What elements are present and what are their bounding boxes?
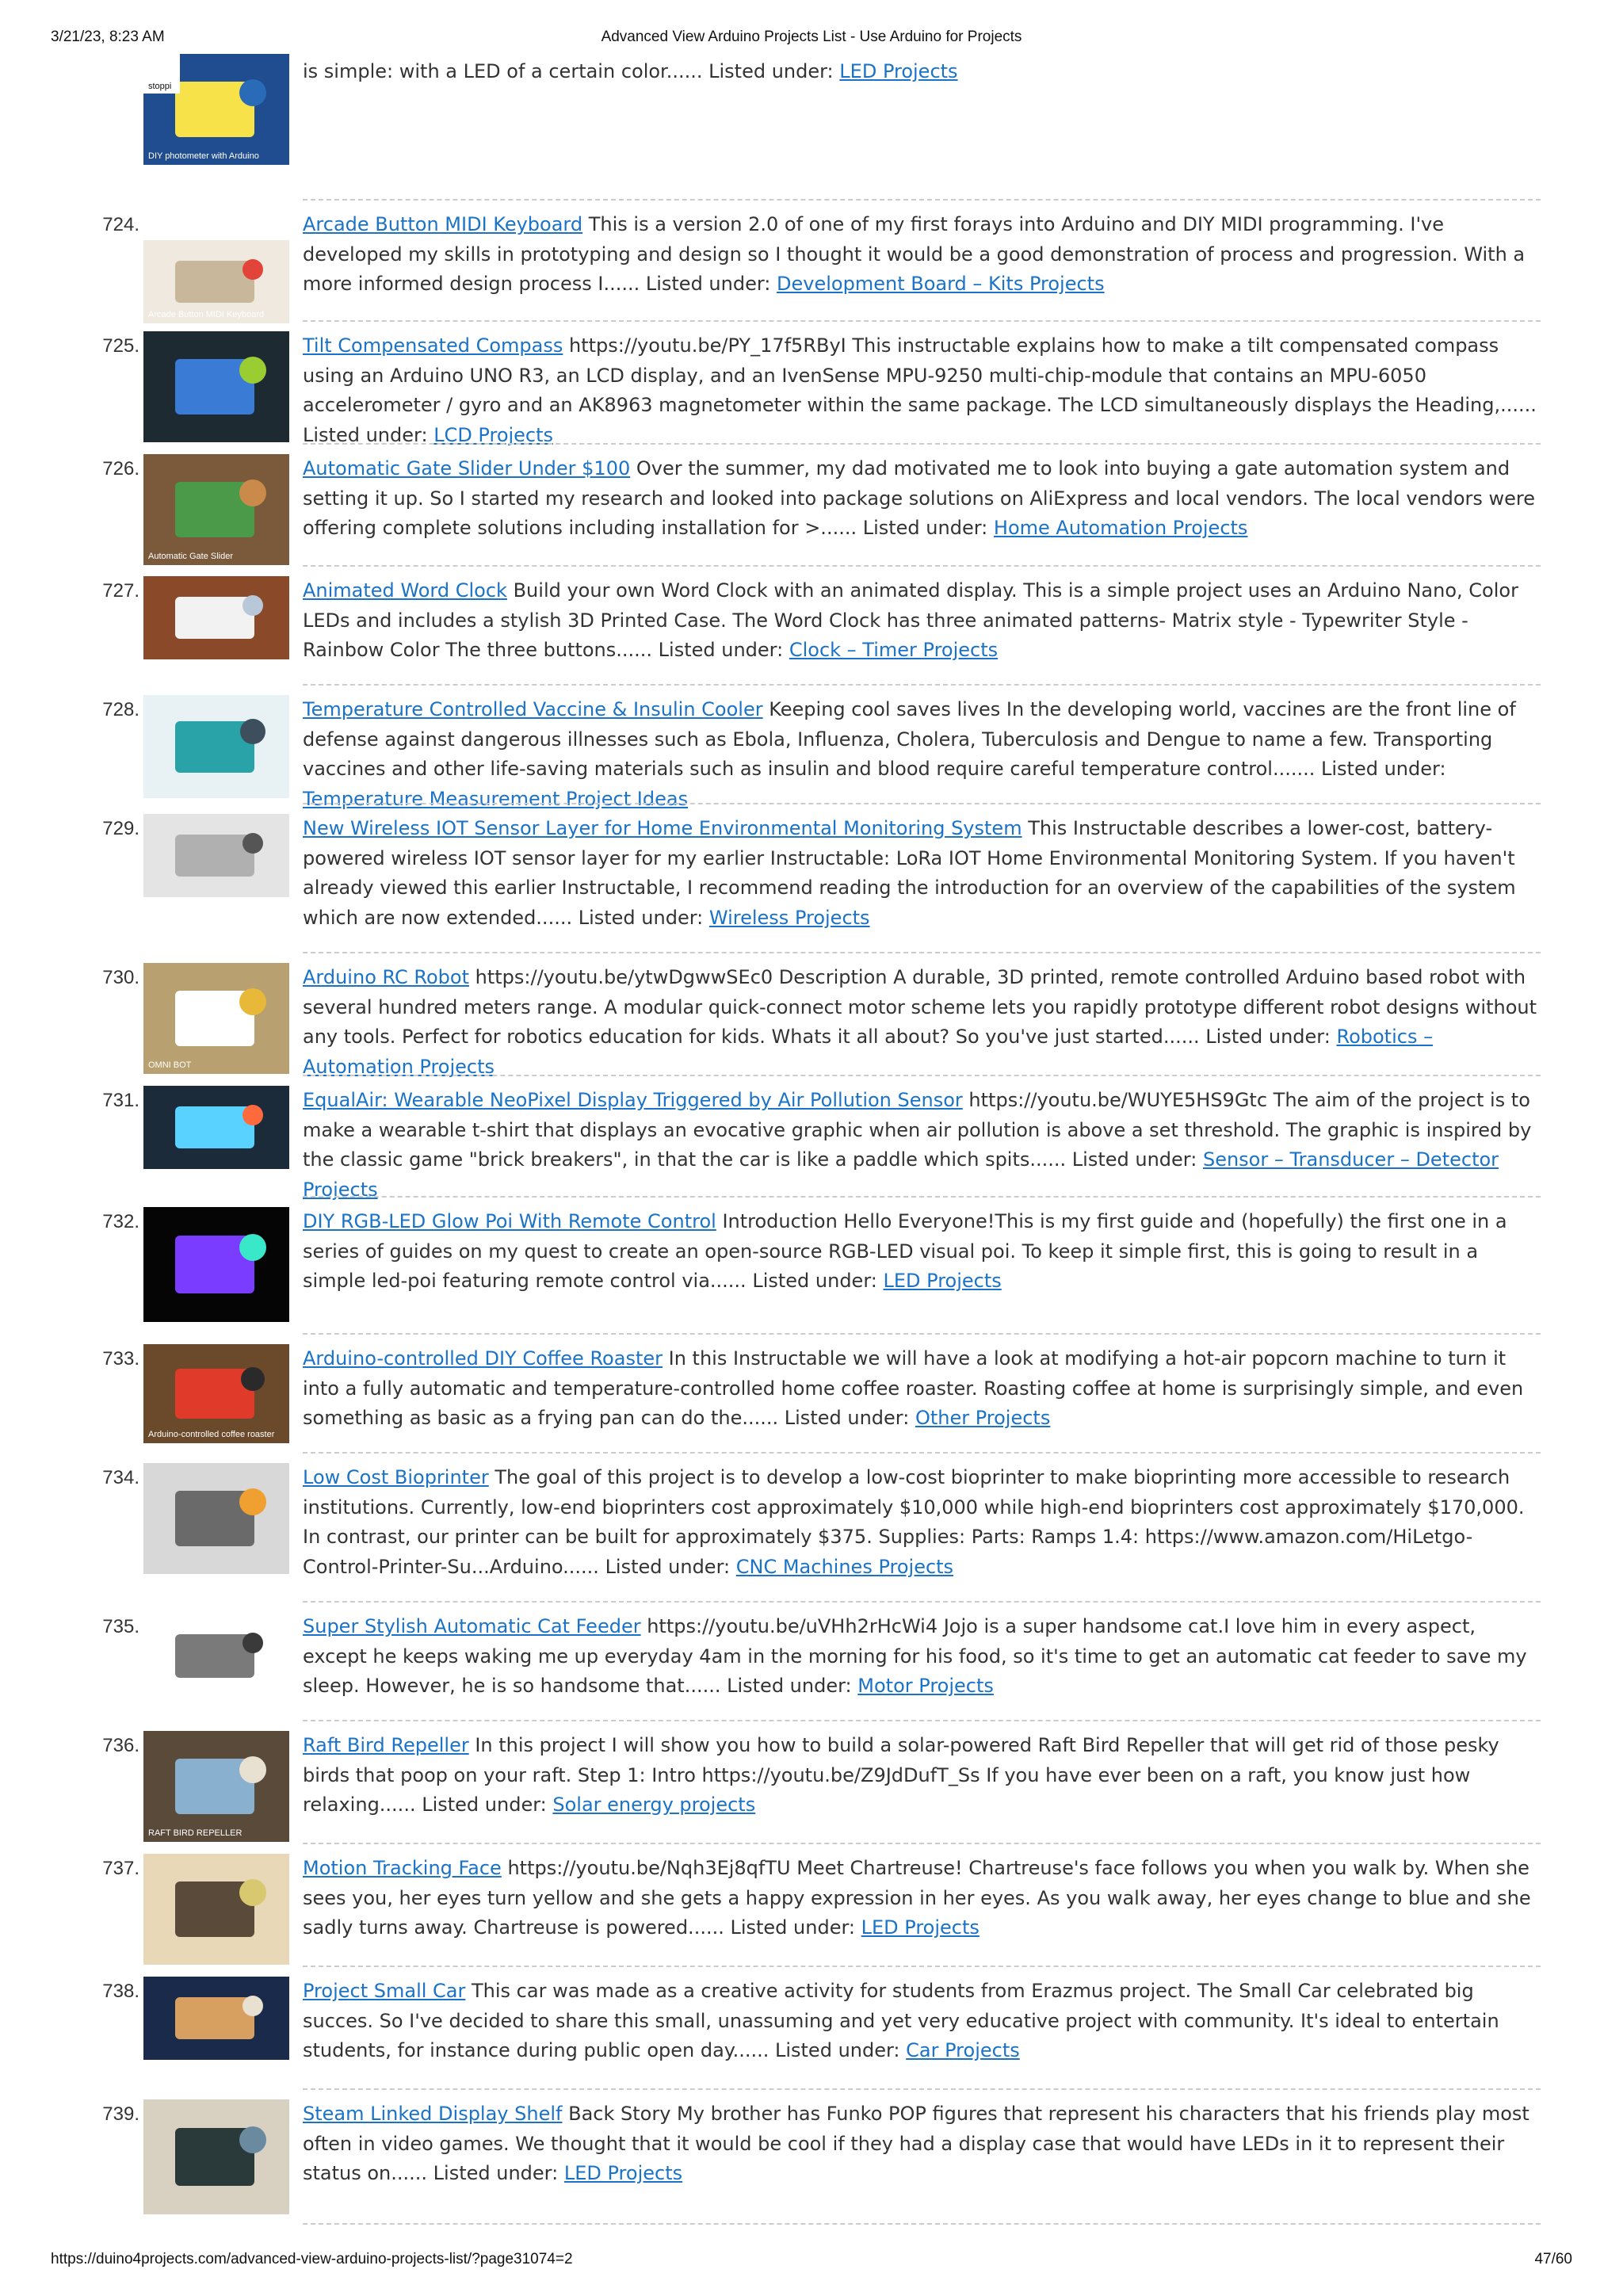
project-thumbnail[interactable] — [143, 1344, 289, 1443]
category-link[interactable]: Clock – Timer Projects — [789, 639, 999, 661]
project-title-link[interactable]: Project Small Car — [303, 1980, 466, 2002]
entry-text — [303, 961, 1543, 1082]
entry-number: 724. — [102, 214, 139, 235]
category-link[interactable]: Wireless Projects — [708, 906, 870, 929]
project-entry — [0, 322, 1623, 445]
project-description: https://youtu.be/PY_17f5RByI This instructable explains how to make a tilt compensated compass using an Arduino UNO R3, an LCD display, and an IvenSense MPU-9250 multi-chip-module that contains an MPU-6050 accelerometer / gyro and an AK8963 magnetometer within the same package. The LCD simultaneously displays the Heading,...... Listed under: — [303, 334, 1537, 446]
entry-text — [303, 55, 1543, 87]
project-description: https://youtu.be/ytwDgwwSEc0 Description A durable, 3D printed, remote controlled Arduino based robot with several hundred meters range. A modular quick-connect motor scheme lets you rapidly prototype different robot designs without any tools. Perfect for robotics education for kids. Whats it all about? So you've just started...... Listed under: — [303, 966, 1537, 1048]
category-link[interactable]: Sensor – Transducer – Detector Projects — [303, 1148, 1499, 1201]
entry-number: 734. — [102, 1467, 139, 1488]
project-description: Keeping cool saves lives In the developing world, vaccines are the front line of defense against dangerous illnesses such as Ebola, Influenza, Cholera, Tuberculosis and Dengue to name a few. Transporting vaccines and other life-saving materials such as insulin and blood require careful temperature control....... Listed under: — [303, 698, 1516, 780]
project-thumbnail-graphic — [143, 1344, 289, 1443]
project-thumbnail[interactable] — [143, 54, 289, 165]
project-description: This is a version 2.0 of one of my first forays into Arduino and DIY MIDI programming. I've developed my skills in prototyping and design so I thought it would be a good demonstration of process and progression. With a more informed design process I...... Listed under: — [303, 213, 1526, 295]
project-thumbnail[interactable] — [143, 2099, 289, 2214]
thumbnail-caption: DIY photometer with Arduino — [148, 151, 259, 161]
entry-text — [303, 2098, 1543, 2189]
entry-number: 733. — [102, 1348, 139, 1370]
project-title-link[interactable]: Low Cost Bioprinter — [303, 1466, 489, 1488]
project-entry — [0, 1967, 1623, 2090]
project-title-link[interactable]: Temperature Controlled Vaccine & Insulin Cooler — [303, 698, 763, 720]
project-thumbnail[interactable] — [143, 331, 289, 442]
project-thumbnail[interactable] — [143, 695, 289, 798]
project-thumbnail-graphic — [143, 1854, 289, 1965]
entry-text — [303, 1205, 1543, 1297]
project-entry — [0, 201, 1623, 322]
entry-text — [303, 1084, 1543, 1205]
project-entry — [0, 1721, 1623, 1844]
project-description: https://youtu.be/uVHh2rHcWi4 Jojo is a super handsome cat.I love him in every aspect, except he keeps waking me up everyday 4am in the morning for his food, so it's time to get an automatic cat feeder to save my sleep. However, he is so handsome that...... Listed under: — [303, 1615, 1527, 1697]
print-page-title: Advanced View Arduino Projects List - Use Arduino for Projects — [601, 29, 1022, 45]
entry-number: 739. — [102, 2103, 139, 2125]
project-description: This Instructable describes a lower-cost, battery-powered wireless IOT sensor layer for my earlier Instructable: LoRa IOT Home Environmental Monitoring System. If you haven't already viewed this earlier Instructable, I recommend reading the introduction for an overview of the capabilities of the system which are now extended...... Listed under: — [303, 817, 1516, 929]
project-thumbnail[interactable] — [143, 1207, 289, 1322]
thumbnail-caption: Automatic Gate Slider — [148, 552, 233, 561]
project-thumbnail-graphic — [143, 1086, 289, 1169]
project-entry — [0, 1844, 1623, 1967]
entry-number: 726. — [102, 458, 139, 479]
project-entry — [0, 953, 1623, 1076]
project-entry — [0, 1335, 1623, 1454]
project-title-link[interactable]: Super Stylish Automatic Cat Feeder — [303, 1615, 641, 1637]
project-thumbnail-graphic — [143, 963, 289, 1074]
project-title-link[interactable]: New Wireless IOT Sensor Layer for Home Environmental Monitoring System — [303, 817, 1022, 839]
entry-number: 728. — [102, 699, 139, 720]
project-thumbnail[interactable] — [143, 1086, 289, 1169]
category-link[interactable]: LED Projects — [861, 1916, 980, 1939]
project-title-link[interactable]: Arduino RC Robot — [303, 966, 469, 988]
project-description: Back Story My brother has Funko POP figures that represent his characters that his friends play most often in video games. We thought that it would be cool if they had a display case that would have LEDs in it to represent their status on...... Listed under: — [303, 2103, 1529, 2184]
project-description: https://youtu.be/Nqh3Ej8qfTU Meet Chartreuse! Chartreuse's face follows you when you walk by. When she sees you, her eyes turn yellow and she gets a happy expression in her eyes. As you walk away, her eyes change to blue and she sadly turns away. Chartreuse is powered...... Listed under: — [303, 1857, 1531, 1939]
entry-text — [303, 1461, 1543, 1582]
entry-number: 736. — [102, 1735, 139, 1756]
entry-number: 732. — [102, 1211, 139, 1232]
project-list — [0, 48, 1623, 2225]
project-description: Introduction Hello Everyone!This is my first guide and (hopefully) the first one in a series of guides on my quest to create an open-source RGB-LED visual poi. To keep it simple first, this is going to result in a simple led-poi featuring remote control via...... Listed under: — [303, 1210, 1507, 1292]
project-thumbnail-graphic — [143, 576, 289, 659]
thumbnail-caption: Arduino-controlled coffee roaster — [148, 1430, 275, 1439]
entry-text — [303, 208, 1543, 300]
category-link[interactable]: LED Projects — [883, 1270, 1002, 1292]
project-thumbnail-graphic — [143, 454, 289, 565]
project-description: Build your own Word Clock with an animated display. This is a simple project uses an Arduino Nano, Color LEDs and includes a stylish 3D Printed Case. The Word Clock has three animated patterns- Matrix style - Typewriter Style - Rainbow Color The three buttons...... Listed under: — [303, 579, 1518, 661]
project-thumbnail-graphic — [143, 695, 289, 798]
project-entry — [0, 1603, 1623, 1721]
project-thumbnail[interactable] — [143, 1731, 289, 1842]
project-thumbnail-graphic — [143, 2099, 289, 2214]
category-link[interactable]: Home Automation Projects — [993, 517, 1248, 539]
entry-text — [303, 1852, 1543, 1943]
project-title-link[interactable]: DIY RGB-LED Glow Poi With Remote Control — [303, 1210, 716, 1232]
entry-number: 725. — [102, 335, 139, 357]
project-title-link[interactable]: Arcade Button MIDI Keyboard — [303, 213, 583, 235]
project-thumbnail-graphic — [143, 331, 289, 442]
thumbnail-caption: RAFT BIRD REPELLER — [148, 1828, 242, 1838]
project-title-link[interactable]: Animated Word Clock — [303, 579, 507, 602]
thumbnail-caption: Arcade Button MIDI Keyboard — [148, 310, 265, 319]
category-link[interactable]: LED Projects — [839, 60, 958, 82]
project-thumbnail[interactable] — [143, 454, 289, 565]
category-link[interactable]: Other Projects — [915, 1407, 1051, 1429]
thumbnail-caption: OMNI BOT — [148, 1060, 192, 1070]
project-thumbnail[interactable] — [143, 1463, 289, 1574]
entry-text — [303, 693, 1543, 814]
project-description: is simple: with a LED of a certain color...... Listed under: — [303, 60, 834, 82]
project-thumbnail[interactable] — [143, 576, 289, 659]
thumbnail-badge: stoppi — [148, 82, 172, 91]
project-thumbnail[interactable] — [143, 1977, 289, 2060]
project-thumbnail[interactable] — [143, 1612, 289, 1699]
project-title-link[interactable]: EqualAir: Wearable NeoPixel Display Triggered by Air Pollution Sensor — [303, 1089, 963, 1111]
entry-number: 727. — [102, 580, 139, 602]
project-entry — [0, 1454, 1623, 1603]
project-thumbnail-graphic — [143, 1463, 289, 1574]
project-entry — [0, 567, 1623, 686]
project-title-link[interactable]: Arduino-controlled DIY Coffee Roaster — [303, 1347, 663, 1370]
project-thumbnail-graphic — [143, 1612, 289, 1699]
print-footer — [51, 2251, 1572, 2270]
project-entry — [0, 804, 1623, 953]
entry-number: 737. — [102, 1858, 139, 1879]
project-description: This car was made as a creative activity for students from Erazmus project. The Small Car celebrated big succes. So I've decided to share this small, unassuming and yet very educative project with community. It's ideal to entertain students, for instance during public open day...... Listed under: — [303, 1980, 1499, 2061]
project-thumbnail[interactable] — [143, 240, 289, 323]
project-entry — [0, 2090, 1623, 2225]
entry-number: 738. — [102, 1981, 139, 2002]
entry-text — [303, 812, 1543, 933]
entry-text — [303, 453, 1543, 544]
entry-divider — [303, 2223, 1541, 2225]
entry-number: 731. — [102, 1090, 139, 1111]
project-thumbnail-graphic — [143, 1731, 289, 1842]
entry-text — [303, 1610, 1543, 1702]
entry-text — [303, 1975, 1543, 2066]
project-thumbnail-graphic — [143, 814, 289, 897]
project-description: Over the summer, my dad motivated me to look into buying a gate automation system and setting it up. So I started my research and looked into package solutions on AliExpress and local vendors. The local vendors were offering complete solutions including installation for >...... Listed under: — [303, 457, 1535, 539]
entry-text — [303, 575, 1543, 666]
project-entry — [0, 48, 1623, 201]
project-entry — [0, 1198, 1623, 1335]
project-thumbnail[interactable] — [143, 814, 289, 897]
print-url: https://duino4projects.com/advanced-view-arduino-projects-list/?page31074=2 — [51, 2251, 573, 2267]
category-link[interactable]: Development Board – Kits Projects — [777, 273, 1105, 295]
entry-number: 735. — [102, 1616, 139, 1637]
entry-text — [303, 330, 1543, 450]
project-thumbnail[interactable] — [143, 963, 289, 1074]
project-title-link[interactable]: Motion Tracking Face — [303, 1857, 502, 1879]
project-entry — [0, 445, 1623, 567]
category-link[interactable]: LED Projects — [563, 2162, 683, 2184]
entry-text — [303, 1729, 1543, 1820]
project-title-link[interactable]: Automatic Gate Slider Under $100 — [303, 457, 631, 479]
category-link[interactable]: Car Projects — [906, 2039, 1020, 2061]
project-title-link[interactable]: Steam Linked Display Shelf — [303, 2103, 563, 2125]
category-link[interactable]: CNC Machines Projects — [735, 1555, 954, 1578]
page-number: 47/60 — [1534, 2251, 1572, 2267]
entry-number: 729. — [102, 818, 139, 839]
entry-text — [303, 1343, 1543, 1434]
project-description: In this Instructable we will have a look at modifying a hot-air popcorn machine to turn it into a fully automatic and temperature-controlled home coffee roaster. Roasting coffee at home is surprisingly simple, and even something as basic as a frying pan can do the...... Listed under: — [303, 1347, 1524, 1429]
category-link[interactable]: Robotics – Automation Projects — [303, 1026, 1434, 1078]
project-thumbnail-graphic — [143, 1207, 289, 1322]
project-entry — [0, 686, 1623, 810]
project-thumbnail-graphic — [143, 1977, 289, 2060]
project-thumbnail-graphic — [143, 54, 289, 165]
project-description: The goal of this project is to develop a low-cost bioprinter to make bioprinting more accessible to research institutions. Currently, low-end bioprinters cost approximately $10,000 while high-end bioprinters cost approximately $170,000. In contrast, our printer can be built for approximately $375. Supplies: Parts: Ramps 1.4: https://www.amazon.com/HiLetgo-Control-Printer-Su...Arduino...... Listed under: — [303, 1466, 1525, 1578]
print-datetime: 3/21/23, 8:23 AM — [51, 29, 165, 45]
entry-number: 730. — [102, 967, 139, 988]
project-thumbnail[interactable] — [143, 1854, 289, 1965]
project-entry — [0, 1076, 1623, 1201]
category-link[interactable]: LCD Projects — [433, 423, 554, 446]
project-description: https://youtu.be/WUYE5HS9Gtc The aim of the project is to make a wearable t-shirt that displays an evocative graphic when air pollution is above a set threshold. The graphic is inspired by the classic game "brick breakers", in that the car is like a paddle which spits...... Listed under: — [303, 1089, 1532, 1171]
project-description: In this project I will show you how to build a solar-powered Raft Bird Repeller that will get rid of those pesky birds that poop on your raft. Step 1: Intro https://youtu.be/Z9JdDufT_Ss If you have ever been on a raft, you know just how relaxing...... Listed under: — [303, 1734, 1499, 1816]
category-link[interactable]: Motor Projects — [857, 1675, 994, 1697]
category-link[interactable]: Solar energy projects — [552, 1794, 756, 1816]
category-link[interactable]: Temperature Measurement Project Ideas — [303, 787, 689, 810]
print-header — [51, 29, 1572, 48]
project-title-link[interactable]: Tilt Compensated Compass — [303, 334, 563, 357]
project-thumbnail-graphic — [143, 240, 289, 323]
project-title-link[interactable]: Raft Bird Repeller — [303, 1734, 469, 1756]
